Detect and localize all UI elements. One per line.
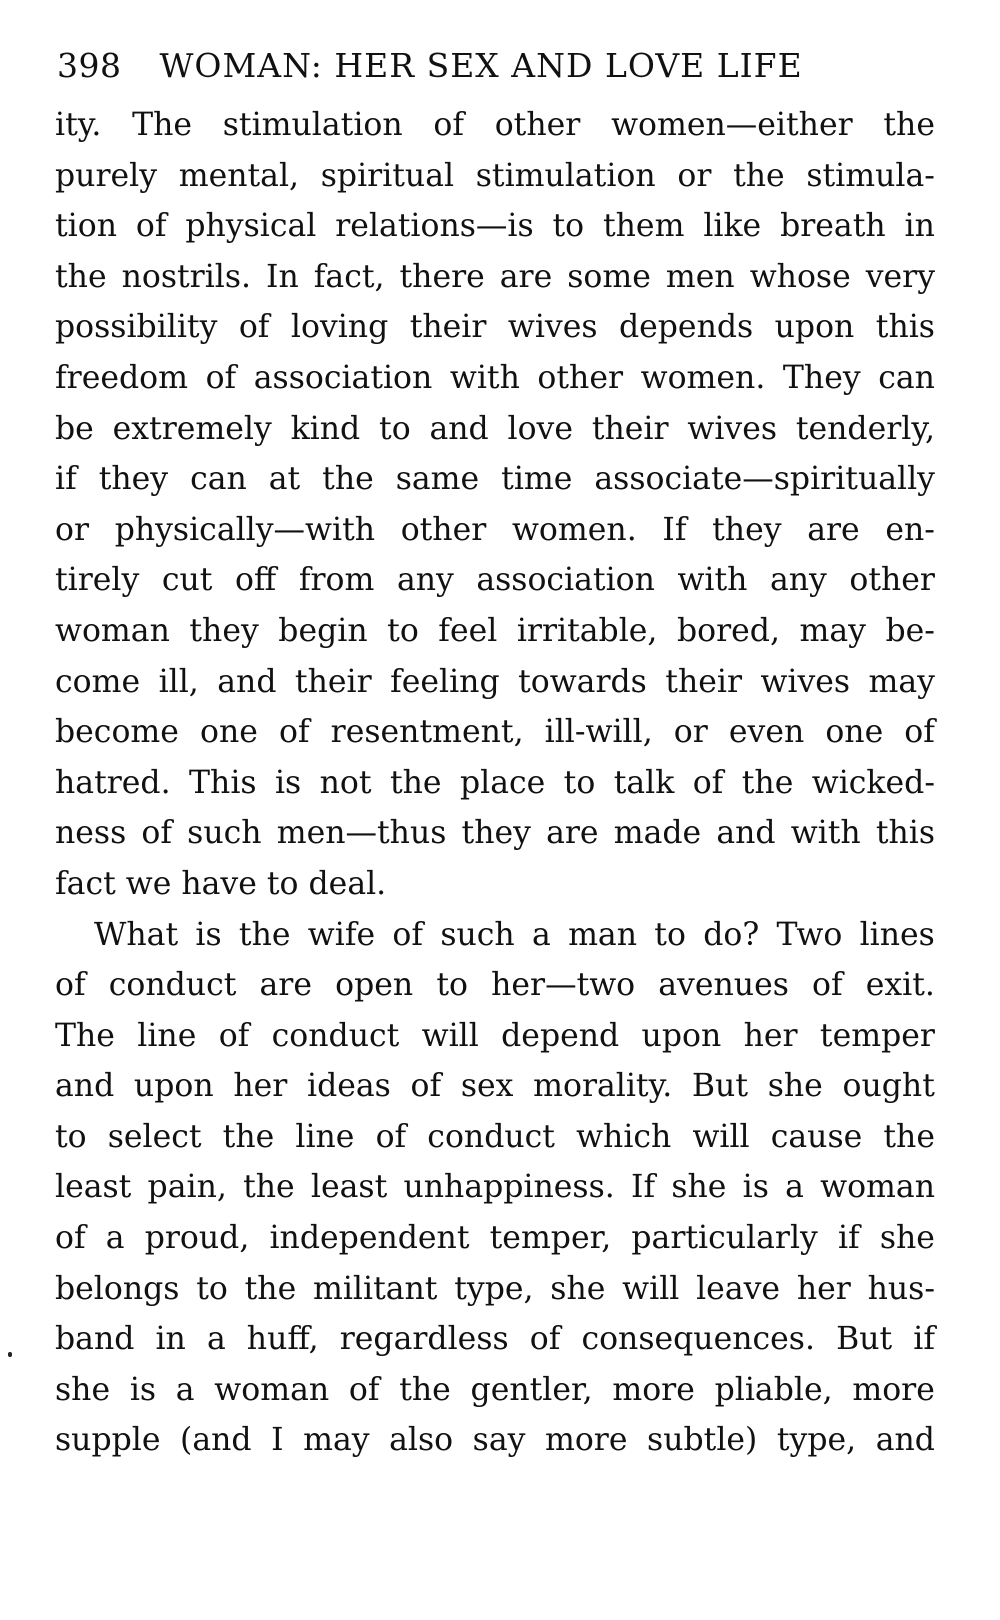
text-line: tion of physical relations—is to them like breath in [55,208,935,245]
book-page [55,40,935,1466]
stray-ink-mark [8,1352,12,1357]
page-number: 398 [57,46,122,85]
text-line: of conduct are open to her—two avenues of exit. [55,967,935,1004]
text-line: be extremely kind to and love their wives tenderly, [55,410,935,447]
running-title: WOMAN: HER SEX AND LOVE LIFE [159,46,803,85]
text-line: to select the line of conduct which will cause the [55,1118,935,1155]
text-line: ness of such men—thus they are made and with this [55,815,935,852]
text-line: What is the wife of such a man to do? Two lines [94,916,935,953]
text-line: if they can at the same time associate—spiritually [55,461,935,498]
running-header [55,40,935,100]
paragraph [55,100,935,910]
text-line: belongs to the militant type, she will leave her hus- [55,1270,935,1307]
text-line: the nostrils. In fact, there are some men whose very [55,258,935,295]
text-line: The line of conduct will depend upon her temper [55,1017,935,1054]
text-line: ity. The stimulation of other women—either the [55,107,935,143]
text-line: woman they begin to feel irritable, bored, may be- [55,612,935,649]
text-line: or physically—with other women. If they are en- [55,511,935,548]
text-line: least pain, the least unhappiness. If she is a woman [55,1169,935,1206]
text-line: band in a huff, regardless of consequences. But if [55,1321,935,1358]
text-line: tirely cut off from any association with any other [55,562,935,599]
text-line: fact we have to deal. [55,865,387,902]
text-line: come ill, and their feeling towards their wives may [55,663,935,700]
text-line: become one of resentment, ill-will, or even one of [55,714,935,751]
text-line: and upon her ideas of sex morality. But she ought [55,1068,935,1105]
text-line: purely mental, spiritual stimulation or the stimula- [55,157,935,194]
text-line: hatred. This is not the place to talk of the wicked- [55,764,935,801]
text-line: freedom of association with other women. They can [55,359,935,396]
text-line: of a proud, independent temper, particularly if she [55,1220,935,1257]
text-line: supple (and I may also say more subtle) type, and [55,1422,935,1459]
body-text [55,100,935,1466]
text-line: she is a woman of the gentler, more pliable, more [55,1371,935,1408]
paragraph [55,910,935,1467]
text-line: possibility of loving their wives depends upon this [55,309,935,346]
